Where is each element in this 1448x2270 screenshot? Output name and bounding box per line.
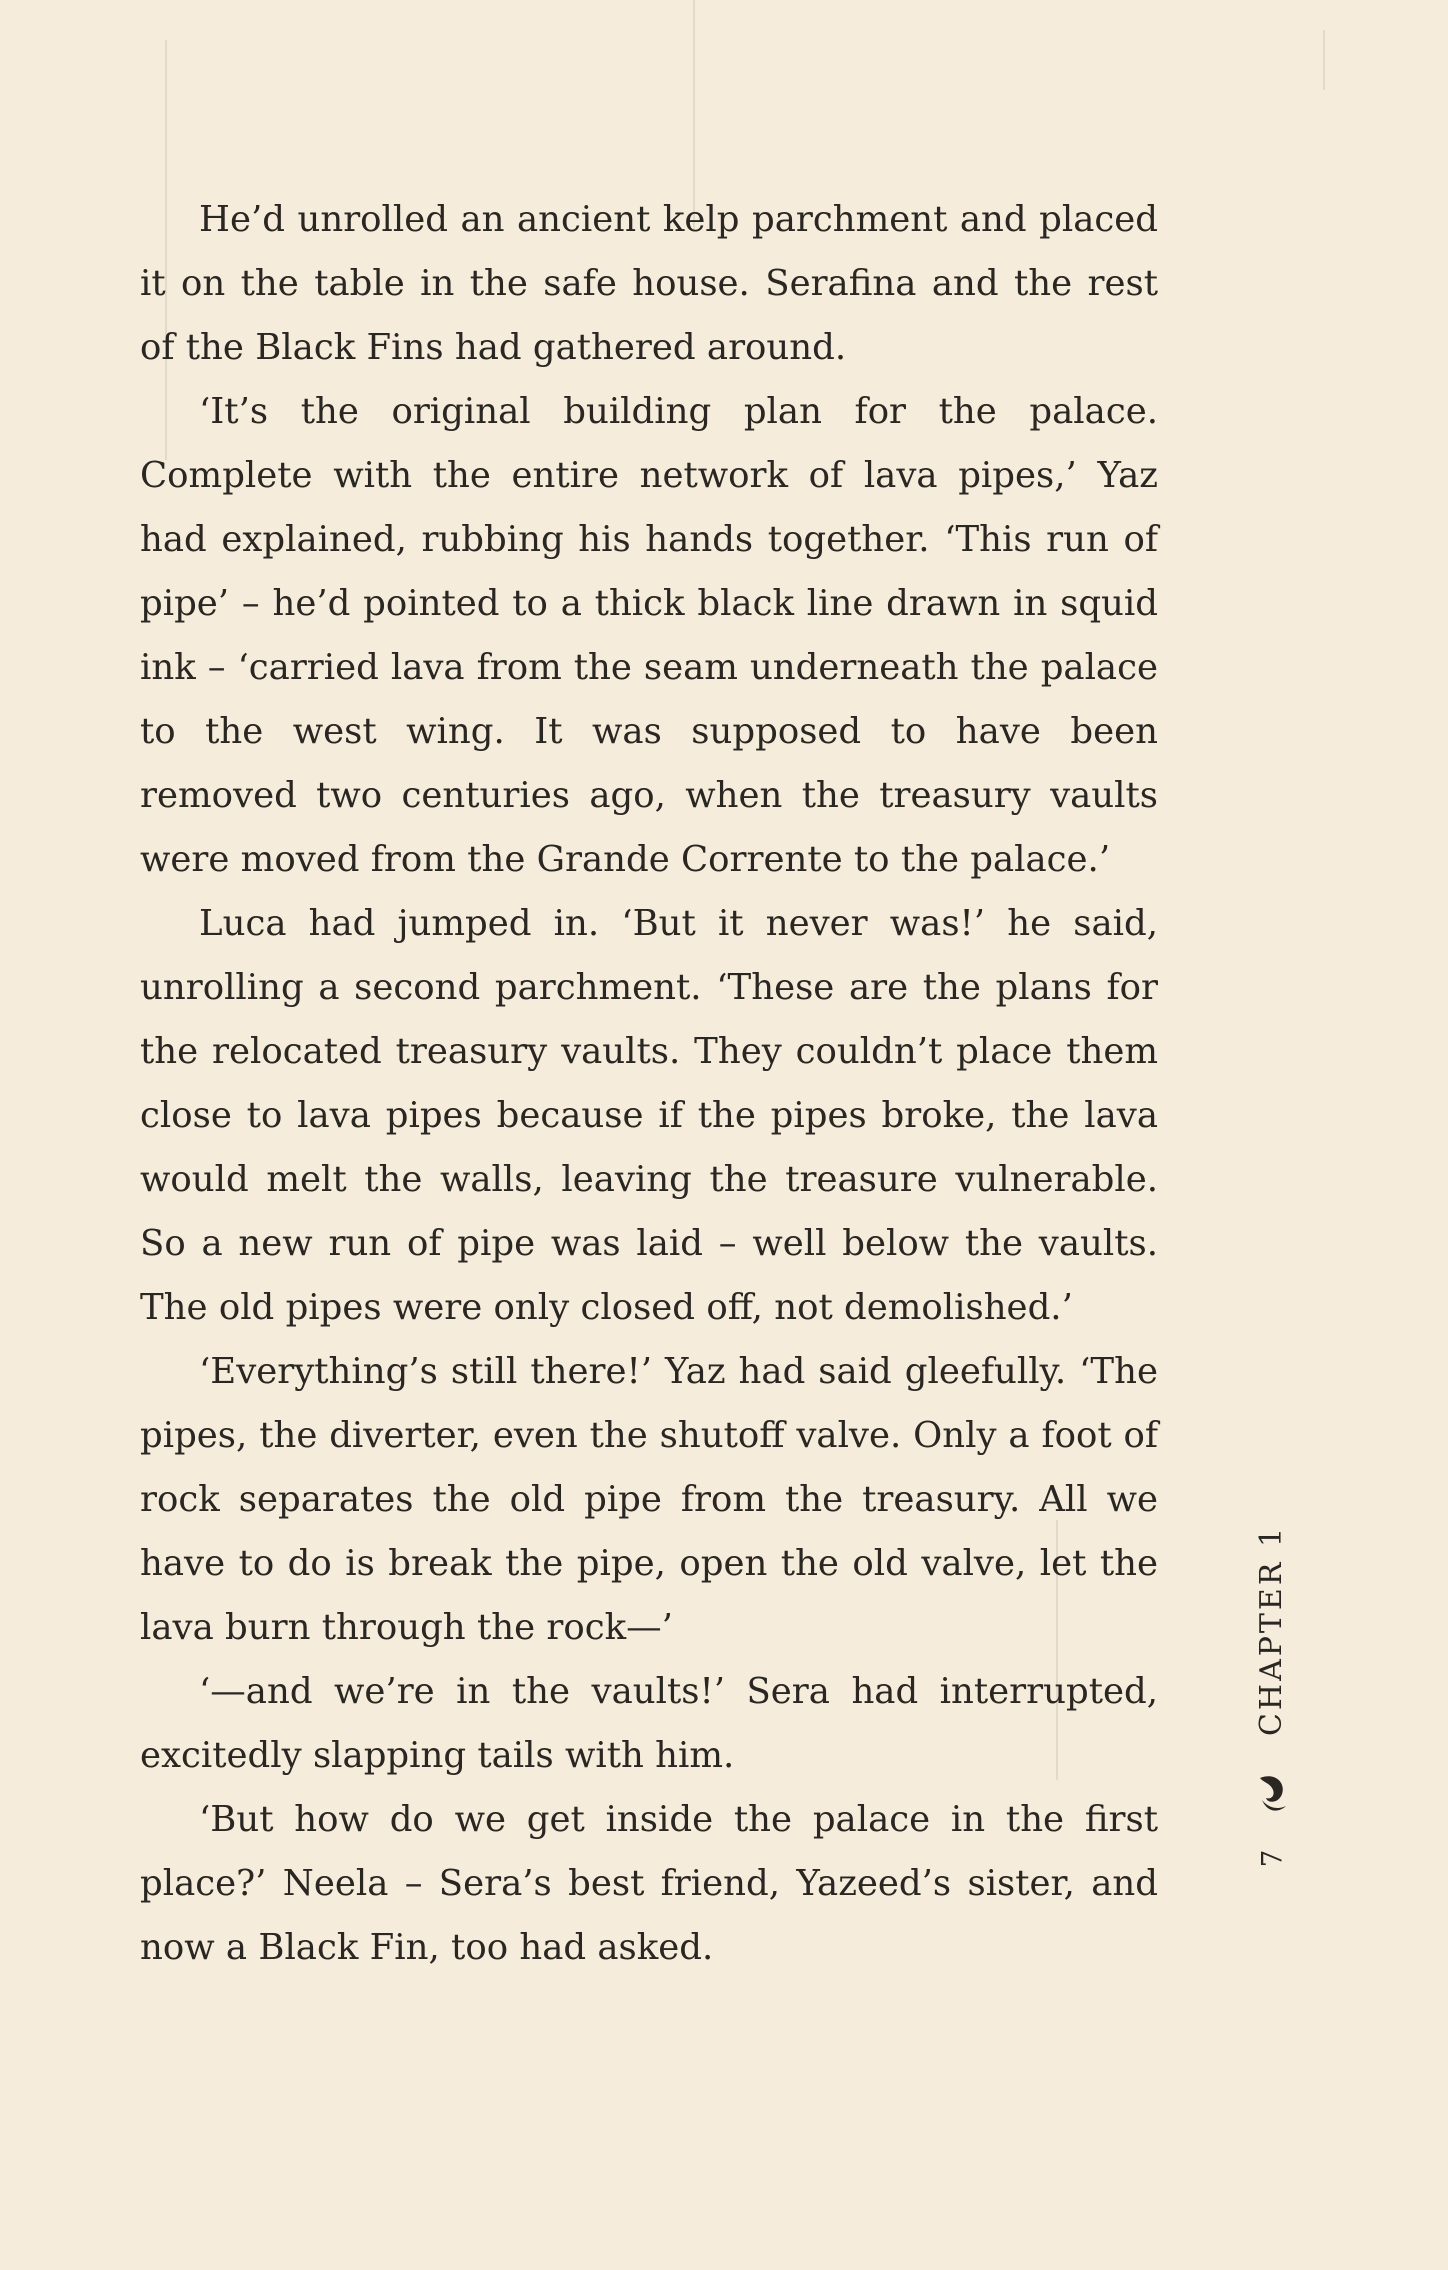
paragraph: ‘Everything’s still there!’ Yaz had said gleefully. ‘The pipes, the diverter, even the shutoff valve. Only a foot of rock separates the old pipe from the treasury. All we have to do is break the pipe, open the old valve, let the lava burn through the rock—’ bbox=[140, 1351, 1158, 1648]
paper-crease bbox=[1323, 30, 1325, 90]
paragraph: Luca had jumped in. ‘But it never was!’ he said, unrolling a second parchment. ‘These are the plans for the relocated treasury vaults. They couldn’t place them close to lava pipes because if the pipes broke, the lava would melt the walls, leaving the treasure vulnerable. So a new run of pipe was laid – well below the vaults. The old pipes were only closed off, not demolished.’ bbox=[140, 903, 1158, 1328]
body-text bbox=[140, 188, 1158, 1980]
running-head bbox=[1242, 1520, 1302, 1900]
fin-ornament-icon bbox=[1252, 1770, 1292, 1816]
chapter-label bbox=[1242, 1520, 1302, 1740]
paragraph: ‘It’s the original building plan for the palace. Complete with the entire network of lava pipes,’ Yaz had explained, rubbing his hands together. ‘This run of pipe’ – he’d pointed to a thick black line drawn in squid ink – ‘carried lava from the seam underneath the palace to the west wing. It was supposed to have been removed two centuries ago, when the treasury vaults were moved from the Grande Corrente to the palace.’ bbox=[140, 391, 1158, 880]
paragraph: ‘But how do we get inside the palace in the first place?’ Neela – Sera’s best friend, Yazeed’s sister, and now a Black Fin, too had asked. bbox=[140, 1799, 1158, 1968]
paragraph: ‘—and we’re in the vaults!’ Sera had interrupted, excitedly slapping tails with him. bbox=[140, 1671, 1158, 1776]
page-number-text: 7 bbox=[1255, 1849, 1289, 1867]
chapter-label-text: CHAPTER 1 bbox=[1254, 1524, 1290, 1736]
paragraph: He’d unrolled an ancient kelp parchment and placed it on the table in the safe house. Serafina and the rest of the Black Fins had gathered around. bbox=[140, 199, 1158, 368]
page-number bbox=[1242, 1838, 1302, 1878]
